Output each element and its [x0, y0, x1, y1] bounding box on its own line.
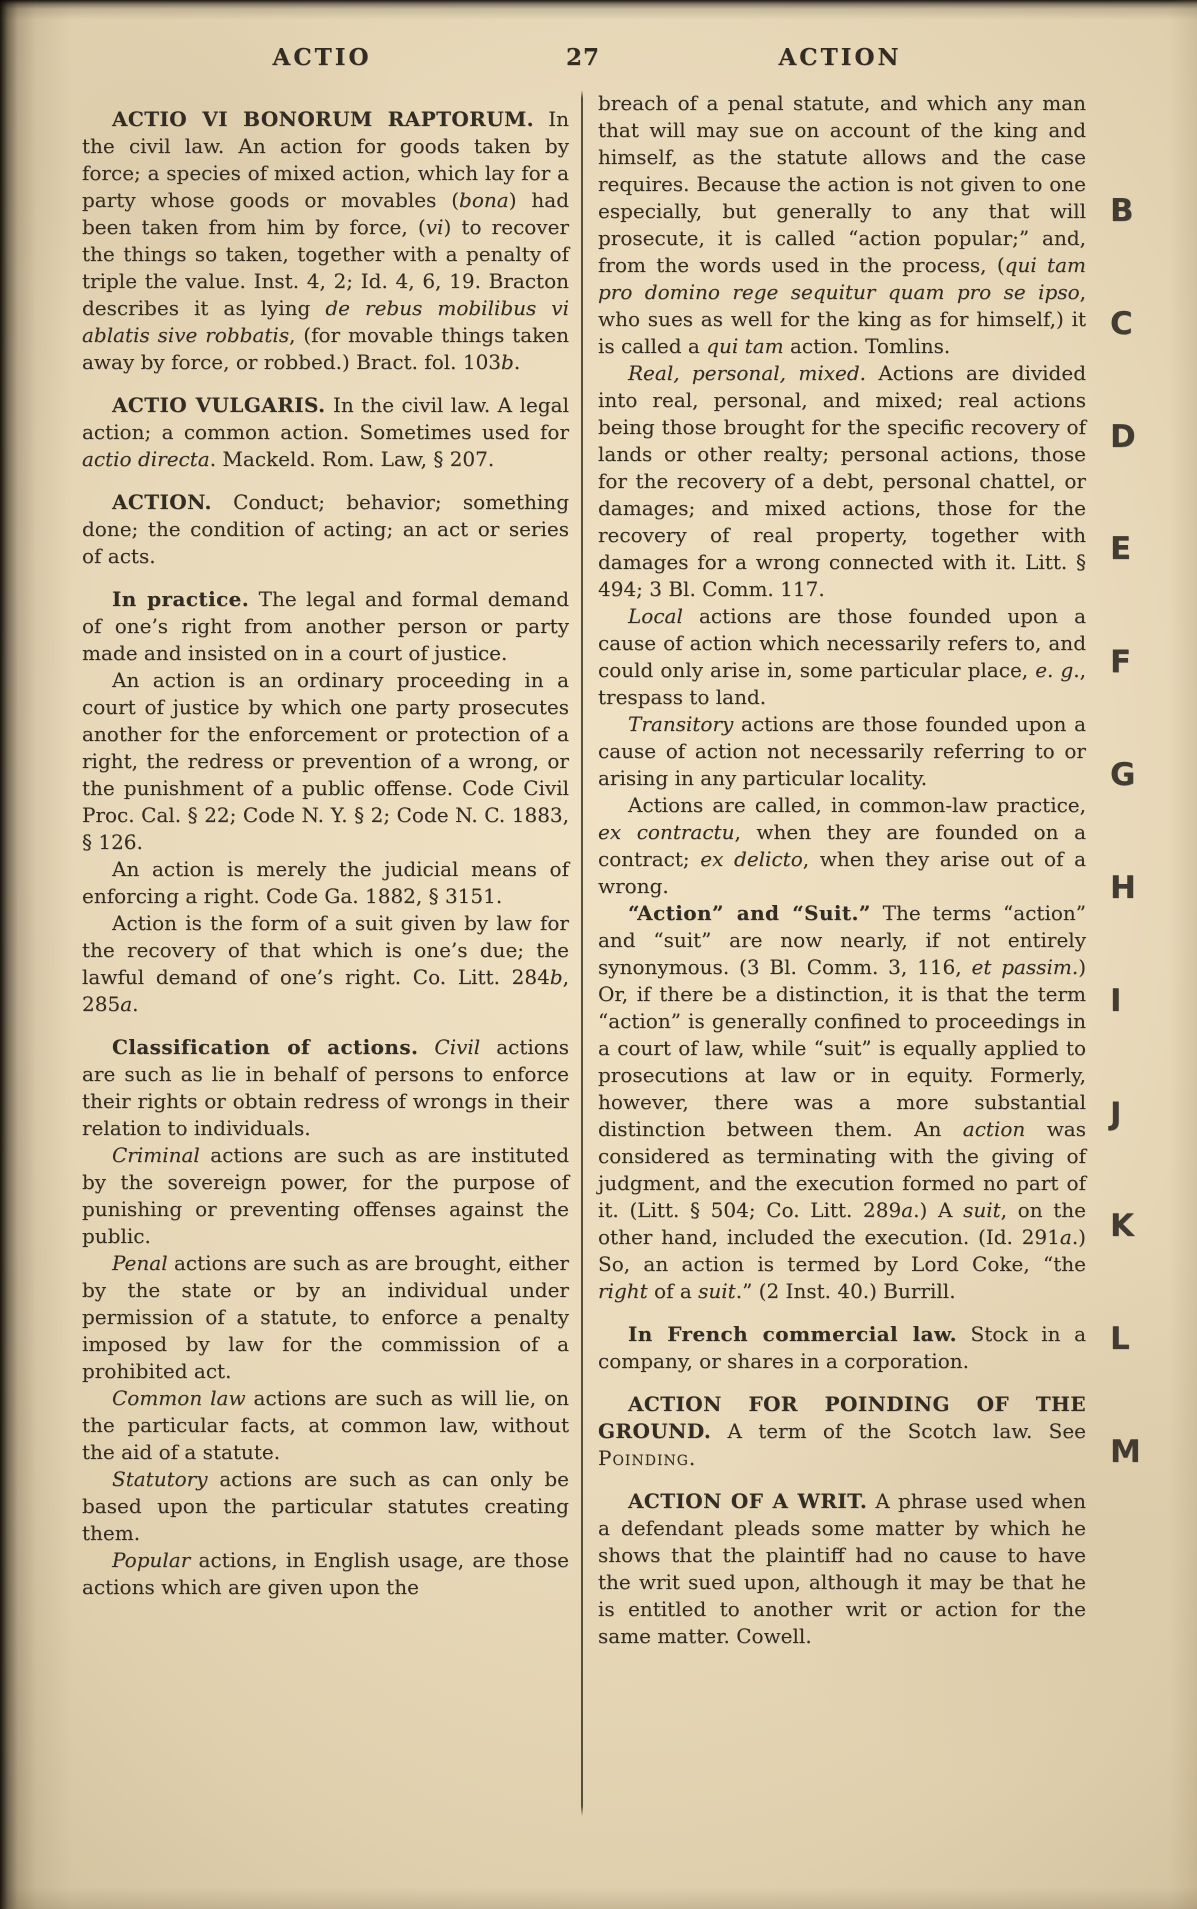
text-segment: In practice. [112, 587, 250, 611]
text-segment: Classification of actions. [112, 1035, 419, 1059]
margin-letter-d: D [1110, 418, 1136, 455]
margin-letter-j: J [1110, 1095, 1122, 1132]
text-segment: . Mackeld. Rom. Law, § 207. [209, 447, 495, 471]
right-column [598, 90, 1086, 1650]
text-segment: action. Tomlins. [783, 334, 951, 358]
text-segment: qui tam pro domino rege sequitur quam pro se ipso [598, 253, 1086, 304]
text-segment: Poinding [598, 1446, 689, 1470]
text-segment: A term of the Scotch law. See [711, 1419, 1086, 1443]
text-segment: Common law [112, 1386, 246, 1410]
margin-letter-e: E [1110, 531, 1132, 568]
text-segment: , who sues as well for the king as for himself,) it is called a [598, 280, 1086, 358]
text-segment: . [688, 1446, 696, 1470]
margin-letter-i: I [1110, 982, 1122, 1019]
dictionary-paragraph [82, 1142, 569, 1250]
text-segment: ex contractu [598, 820, 735, 844]
book-gutter-shadow [0, 0, 72, 1909]
text-segment: Action is the form of a suit given by law for the recovery of that which is one’s due; the lawful demand of one’s right. Co. Litt. 284 [82, 911, 569, 989]
dictionary-paragraph [82, 489, 569, 570]
text-segment: a [1059, 1225, 1072, 1249]
text-segment: e. g. [1035, 658, 1080, 682]
text-segment: ex delicto [700, 847, 803, 871]
text-segment: Popular [112, 1548, 191, 1572]
dictionary-paragraph [598, 360, 1086, 603]
text-segment: b [549, 965, 563, 989]
text-segment: breach of a penal statute, and which any man that will may sue on account of the king and himself, as the statute allows and the case requires. Because the action is not given to one especially, but generally to any that will prosecute, it is called “action popular;” and, from the words used in the process, ( [598, 91, 1086, 277]
text-segment: .) A [913, 1198, 964, 1222]
text-segment: ) Or, if there be a distinction, it is that the term “action” is generally confined to proceedings in a court of law, while “suit” is equally applied to prosecutions at law or in equity. Formerly, however, there was a more substantial distinction between them. An [598, 955, 1087, 1141]
text-segment: ) had been taken from him by force, ( [82, 188, 569, 239]
margin-letter-c: C [1110, 305, 1133, 342]
text-segment: . [132, 992, 139, 1016]
dictionary-paragraph [82, 1466, 569, 1547]
text-segment: suit [698, 1279, 736, 1303]
margin-letter-b: B [1110, 193, 1134, 229]
text-segment: et passim. [971, 955, 1079, 979]
text-segment: de rebus mobilibus vi ablatis sive robbatis [82, 296, 569, 347]
text-segment: actions are those founded upon a cause of action which necessarily refers to, and could only arise in, some particular place, [598, 604, 1086, 682]
dictionary-paragraph [82, 1385, 569, 1466]
dictionary-paragraph [598, 711, 1086, 792]
text-segment: ACTION OF A WRIT. [628, 1489, 868, 1513]
text-segment: actions are such as will lie, on the particular facts, at common law, without the aid of a statute. [82, 1386, 569, 1464]
text-segment: Actions are divided into real, personal, and mixed; real actions being those brought for the specific recovery of lands or other realty; personal actions, those for the recovery of a debt, personal chattel, or damages; and mixed actions, those for the recovery of real property, together with damages for a wrong connected with it. Litt. § 494; 3 Bl. Comm. 117. [598, 361, 1086, 601]
text-segment: An action is merely the judicial means of enforcing a right. Code Ga. 1882, § 3151. [82, 857, 569, 908]
text-segment: , 285 [82, 965, 569, 1016]
text-segment: Local [628, 604, 683, 628]
text-segment: , (for movable things taken away by force, or robbed.) Bract. fol. 103 [82, 323, 569, 374]
text-segment: Criminal [112, 1143, 200, 1167]
dictionary-paragraph [82, 1547, 569, 1601]
page-right-edge-shade [1169, 0, 1197, 1909]
page-bottom-edge-shade [0, 1887, 1197, 1909]
page-number: 27 [565, 44, 601, 71]
text-segment: action [962, 1117, 1026, 1141]
text-segment: vi [425, 215, 444, 239]
dictionary-paragraph [82, 1250, 569, 1385]
running-head-left: ACTIO [272, 44, 372, 71]
text-segment: In French commercial law. [628, 1322, 957, 1346]
text-segment: ACTIO VI BONORUM RAPTORUM. [112, 107, 535, 131]
margin-letter-m: M [1110, 1433, 1141, 1470]
dictionary-paragraph [598, 1321, 1086, 1375]
text-segment: , trespass to land. [598, 658, 1086, 709]
text-segment: Actions are called, in common-law practice, [628, 793, 1086, 817]
text-segment: of a [647, 1279, 699, 1303]
column-divider-rule [581, 90, 583, 1816]
text-segment: Real, personal, mixed. [628, 361, 866, 385]
dictionary-paragraph [82, 667, 569, 856]
dictionary-paragraph [82, 586, 569, 667]
text-segment: Statutory [112, 1467, 208, 1491]
dictionary-paragraph [598, 90, 1086, 360]
text-segment: ACTION. [112, 490, 212, 514]
margin-letter-l: L [1110, 1321, 1130, 1358]
text-segment: actions, in English usage, are those actions which are given upon the [82, 1548, 569, 1599]
text-segment: .” (2 Inst. 40.) Burrill. [735, 1279, 956, 1303]
text-segment: actions are such as can only be based upon the particular statutes creating them. [82, 1467, 569, 1545]
text-segment: Transitory [628, 712, 734, 736]
dictionary-paragraph [82, 106, 569, 376]
text-segment: “Action” and “Suit.” [628, 901, 871, 925]
page-top-edge-shadow [0, 0, 1197, 20]
dictionary-paragraph [82, 910, 569, 1018]
margin-letter-rail [1110, 193, 1170, 1470]
text-segment: , on the other hand, included the execution. (Id. 291 [598, 1198, 1086, 1249]
text-segment: suit [963, 1198, 1001, 1222]
text-segment: actions are such as lie in behalf of persons to enforce their rights or obtain redress of wrongs in their relation to individuals. [82, 1035, 569, 1140]
text-segment: , when they arise out of a wrong. [598, 847, 1086, 898]
text-segment: The terms “action” and “suit” are now nearly, if not entirely synonymous. (3 Bl. Comm. 3, 116, [598, 901, 1086, 979]
text-segment: was considered as terminating with the giving of judgment, and the execution formed no part of it. (Litt. § 504; Co. Litt. 289 [598, 1117, 1086, 1222]
dictionary-paragraph [598, 603, 1086, 711]
text-segment: A phrase used when a defendant pleads some matter by which he shows that the plaintiff had no cause to have the writ sued upon, although it may be that he is entitled to another writ or action for the same matter. Cowell. [598, 1489, 1086, 1648]
margin-letter-g: G [1110, 757, 1136, 794]
dictionary-paragraph [598, 1391, 1086, 1472]
text-segment: actions are such as are brought, either by the state or by an individual under permission of a statute, to enforce a penalty imposed by law for the commission of a prohibited act. [82, 1251, 569, 1383]
text-segment: The legal and formal demand of one’s right from another person or party made and insisted on in a court of justice. [82, 587, 569, 665]
text-segment: Penal [112, 1251, 168, 1275]
text-segment: qui tam [706, 334, 784, 358]
text-segment: ACTIO VULGARIS. [112, 393, 326, 417]
text-segment: .) So, an action is termed by Lord Coke, “the [598, 1225, 1086, 1276]
text-segment: . [513, 350, 521, 374]
margin-letter-k: K [1110, 1208, 1135, 1245]
text-segment: a [901, 1198, 914, 1222]
text-segment: ) to recover the things so taken, together with a penalty of triple the value. Inst. 4, 2; Id. 4, 6, 19. Bracton describes it as lying [82, 215, 570, 320]
dictionary-paragraph [82, 1034, 569, 1142]
text-segment: a [120, 992, 133, 1016]
dictionary-paragraph [598, 792, 1086, 900]
text-segment: actions are those founded upon a cause of action not necessarily referring to or arising in any particular locality. [598, 712, 1086, 790]
running-head-right: ACTION [778, 44, 902, 71]
dictionary-paragraph [598, 1488, 1086, 1650]
left-column [82, 90, 569, 1601]
text-segment: Civil [434, 1035, 481, 1059]
margin-letter-h: H [1110, 869, 1136, 906]
margin-letter-f: F [1110, 644, 1132, 681]
text-segment: bona [459, 188, 509, 212]
text-segment: In the civil law. An action for goods taken by force; a species of mixed action, which lay for a party whose goods or movables ( [82, 107, 569, 212]
text-segment: ACTION FOR POINDING OF THE GROUND. [598, 1392, 1086, 1443]
dictionary-paragraph [82, 856, 569, 910]
text-segment: actions are such as are instituted by the sovereign power, for the purpose of punishing or preventing offenses against the public. [82, 1143, 569, 1248]
text-segment [418, 1035, 434, 1059]
text-segment: In the civil law. A legal action; a common action. Sometimes used for [82, 393, 569, 444]
dictionary-paragraph [598, 900, 1086, 1305]
text-segment: b [501, 350, 514, 374]
text-segment: Conduct; behavior; something done; the condition of acting; an act or series of acts. [82, 490, 569, 568]
text-segment: An action is an ordinary proceeding in a court of justice by which one party prosecutes another for the enforcement or protection of a right, the redress or prevention of a wrong, or the punishment of a public offense. Code Civil Proc. Cal. § 22; Code N. Y. § 2; Code N. C. 1883, § 126. [82, 668, 569, 854]
text-segment: right [598, 1279, 648, 1303]
text-segment: Stock in a company, or shares in a corporation. [598, 1322, 1086, 1373]
dictionary-paragraph [82, 392, 569, 473]
text-segment: actio directa [82, 447, 210, 471]
text-segment: , when they are founded on a contract; [598, 820, 1086, 871]
